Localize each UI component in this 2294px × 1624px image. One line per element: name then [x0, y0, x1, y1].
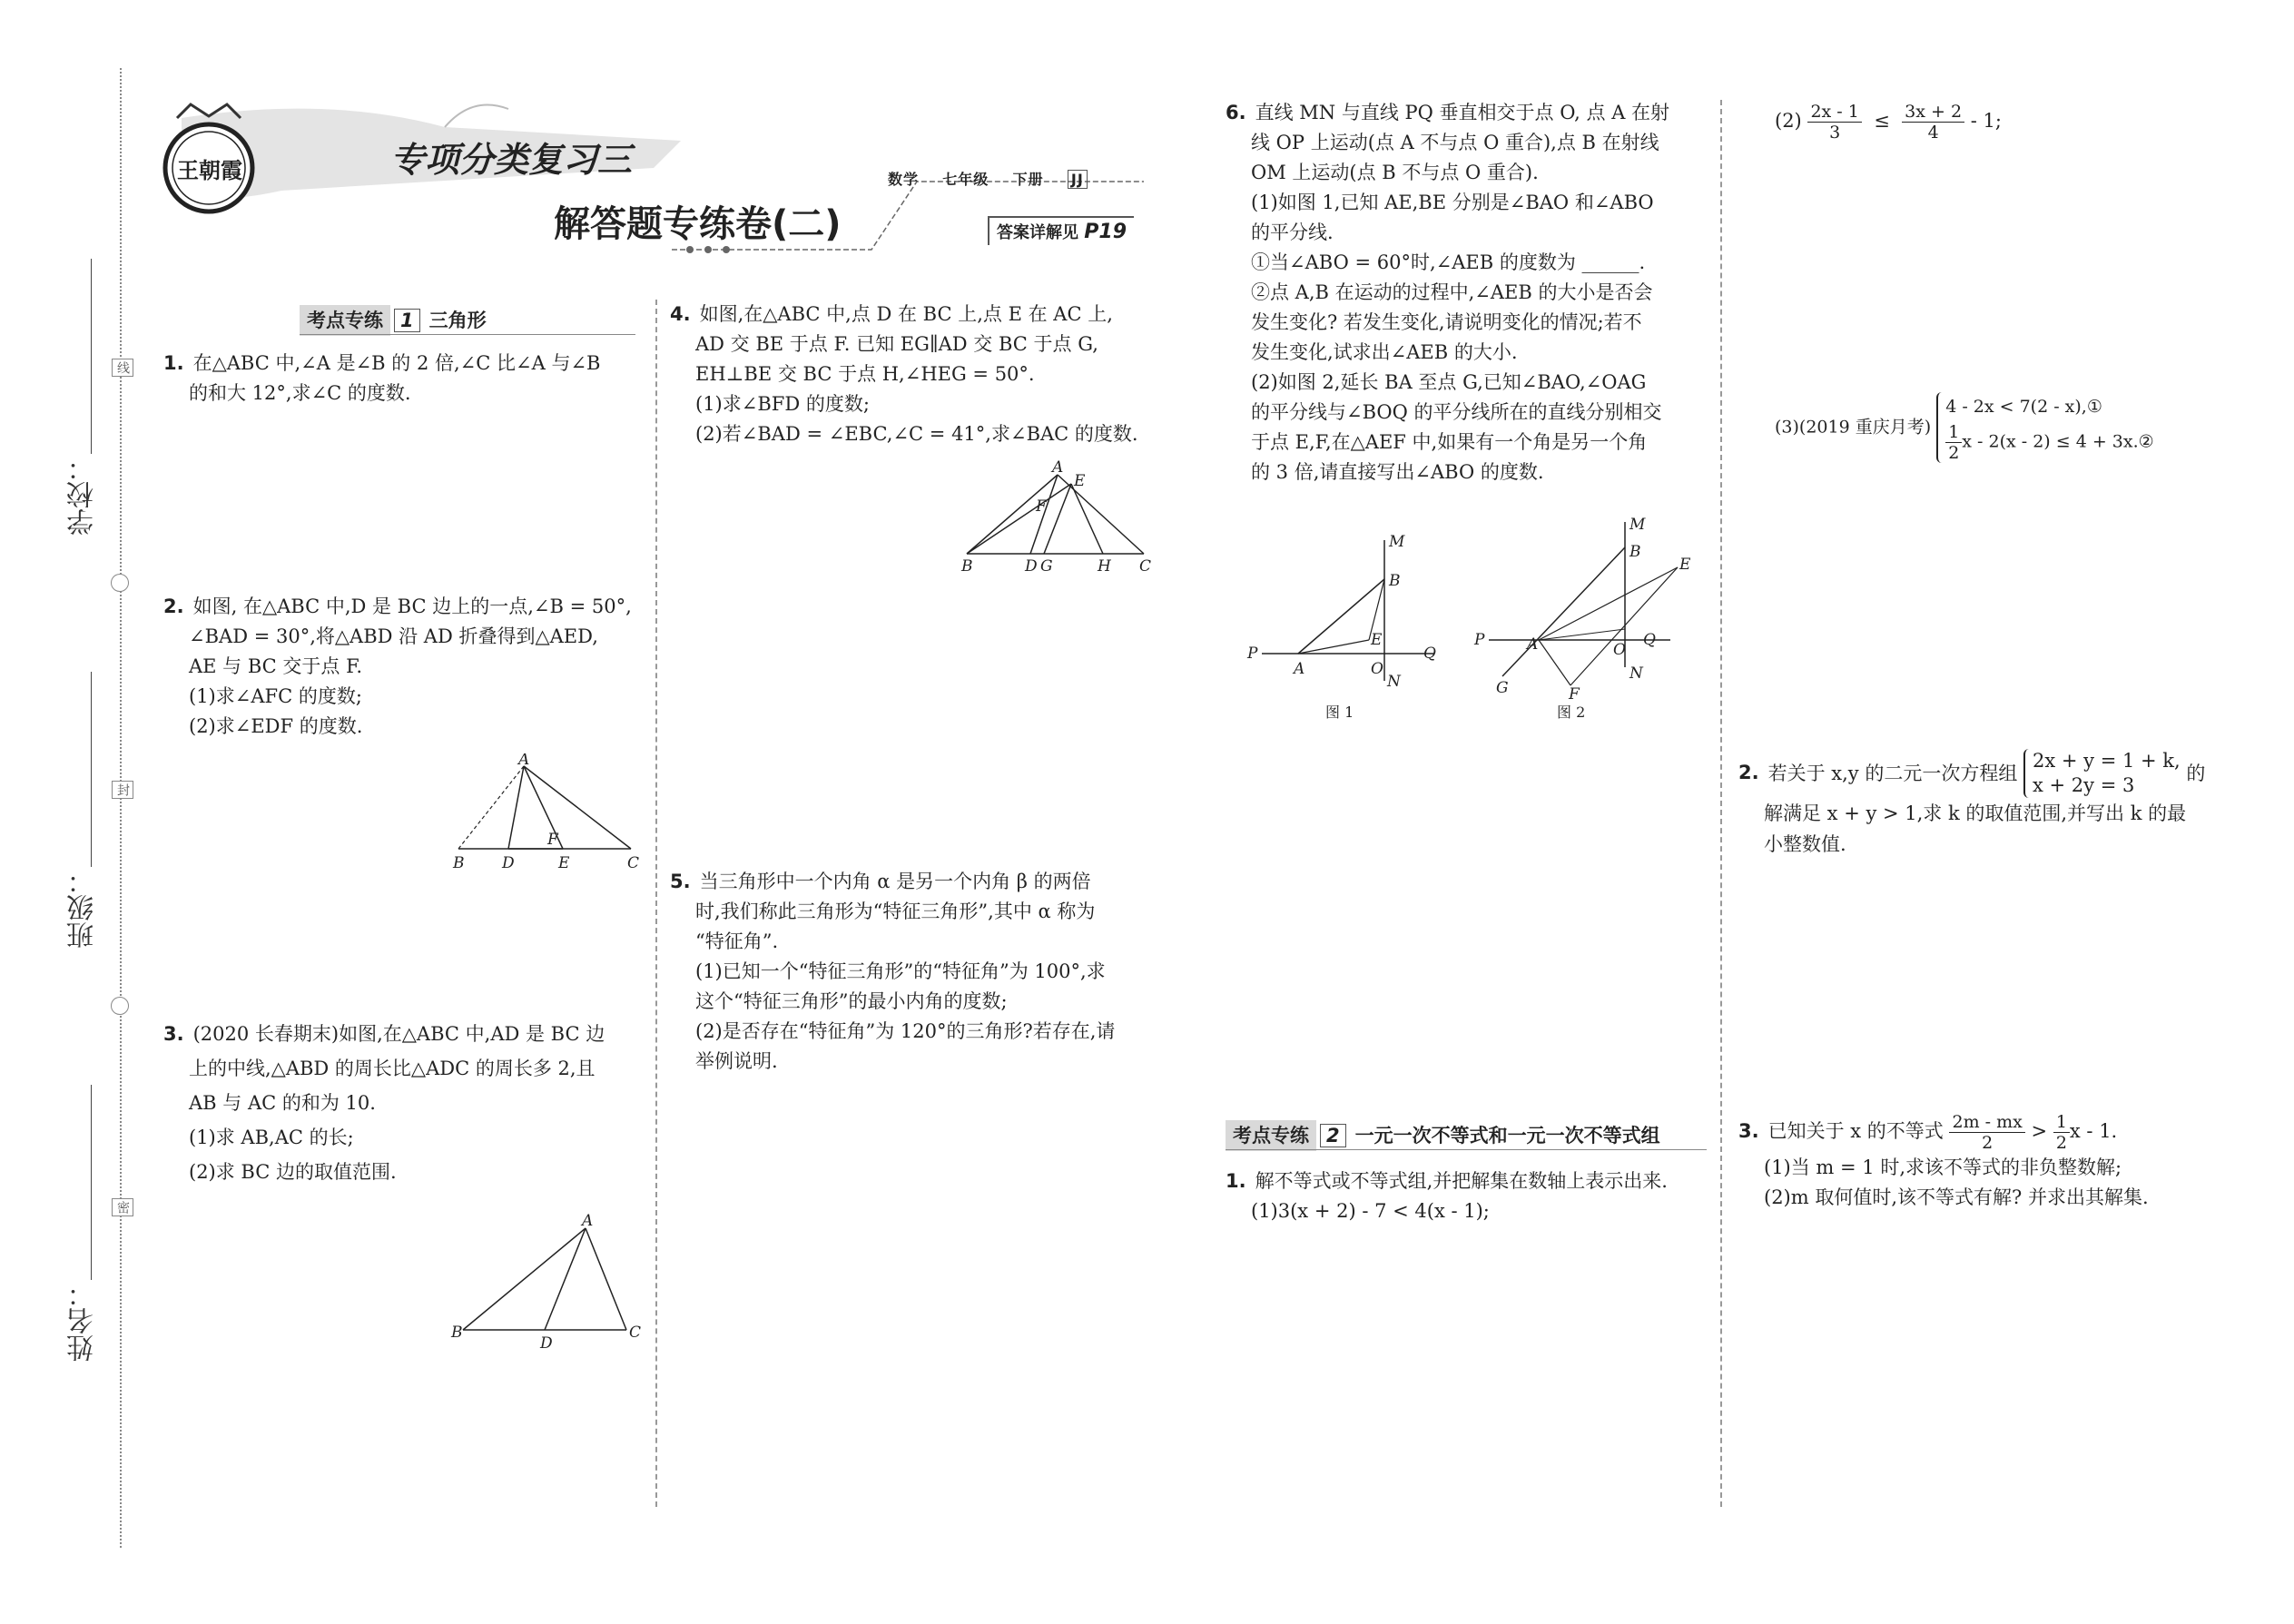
question-text: (1)3(x + 2) - 7 < 4(x - 1);	[1251, 1200, 1490, 1222]
question-text: 小整数值.	[1764, 833, 1846, 855]
question-text: ∠BAD = 30°,将△ABD 沿 AD 折叠得到△AED,	[189, 625, 598, 647]
school-field[interactable]	[91, 259, 92, 454]
relation: >	[2031, 1120, 2048, 1142]
question-number: 5.	[670, 871, 691, 892]
question-text: (1)求 AB,AC 的长;	[189, 1127, 354, 1148]
system-row-2: x + 2y = 3	[2033, 774, 2135, 796]
fig-label: B	[1629, 543, 1641, 561]
fraction-denominator: 2	[1982, 1133, 1994, 1153]
question-text: 上的中线,△ABD 的周长比△ADC 的周长多 2,且	[189, 1058, 596, 1079]
question-text: AD 交 BE 于点 F. 已知 EG∥AD 交 BC 于点 G,	[695, 333, 1098, 355]
question-number: 1.	[163, 352, 184, 374]
answer-ref-label: 答案详解见	[997, 223, 1078, 242]
meta-edition: JJ	[1068, 170, 1088, 189]
s2-question-3	[1738, 1112, 2247, 1213]
question-text: 线 OP 上运动(点 A 不与点 O 重合),点 B 在射线	[1251, 132, 1659, 153]
binding-hole	[111, 997, 129, 1015]
fig-label: E	[1679, 556, 1691, 574]
fig-label: A	[1527, 635, 1539, 654]
fraction-numerator: 2m - mx	[1949, 1112, 2024, 1133]
fig-label: F	[1569, 685, 1580, 704]
fraction-numerator: 1	[2053, 1112, 2070, 1133]
fraction-numerator: 1	[1945, 422, 1962, 443]
meta-grade: 七年级	[942, 171, 989, 188]
question-text: (1)求∠BFD 的度数;	[695, 393, 870, 415]
question-text: ②点 A,B 在运动的过程中,∠AEB 的大小是否会	[1251, 281, 1653, 303]
fig-label: C	[629, 1324, 642, 1342]
fig-label: H	[1098, 557, 1111, 576]
question-2	[163, 592, 645, 742]
question-text: 发生变化,试求出∠AEB 的大小.	[1251, 341, 1518, 363]
fig-label: D	[540, 1334, 553, 1353]
class-label: 班级：	[67, 867, 99, 949]
question-text: (2)m 取何值时,该不等式有解? 并求出其解集.	[1764, 1186, 2149, 1208]
fig-label: O	[1371, 660, 1383, 678]
question-text: 已知关于 x 的不等式	[1767, 1120, 1944, 1142]
fraction	[1902, 102, 1964, 143]
fig-label: A	[1294, 660, 1305, 678]
class-field[interactable]	[91, 672, 92, 867]
question-text: (1)求∠AFC 的度数;	[189, 685, 362, 707]
question-text: 于点 E,F,在△AEF 中,如果有一个角是另一个角	[1251, 431, 1648, 453]
binding-dotted-line	[120, 68, 122, 1548]
question-number: 2.	[163, 595, 184, 617]
question-text: 直线 MN 与直线 PQ 垂直相交于点 O, 点 A 在射	[1255, 102, 1670, 123]
fraction-numerator: 2x - 1	[1807, 102, 1861, 123]
question-text: 如图,在△ABC 中,点 D 在 BC 上,点 E 在 AC 上,	[699, 303, 1113, 325]
fraction	[1949, 1112, 2024, 1153]
fraction-denominator: 2	[2055, 1133, 2067, 1153]
question-text: 举例说明.	[695, 1050, 778, 1072]
fig-label: E	[558, 854, 570, 872]
fig-label: C	[1139, 557, 1152, 576]
question-text: 的和大 12°,求∠C 的度数.	[189, 382, 411, 404]
question-text: 的	[2186, 763, 2206, 784]
name-label: 姓名：	[67, 1280, 99, 1362]
figure-q2	[449, 753, 649, 881]
system-row-2-text: x - 2(x - 2) ≤ 4 + 3x.②	[1962, 431, 2154, 452]
question-text: (2)求∠EDF 的度数.	[189, 715, 363, 737]
fig-label: M	[1629, 516, 1646, 534]
fig-label: A	[582, 1212, 594, 1230]
question-5	[670, 867, 1160, 1077]
figure-6-1	[1244, 527, 1452, 726]
question-text: 当三角形中一个内角 α 是另一个内角 β 的两倍	[699, 871, 1091, 892]
fraction-numerator: 3x + 2	[1902, 102, 1964, 123]
system-row-1: 4 - 2x < 7(2 - x),①	[1945, 397, 2102, 417]
system-row-2	[1945, 422, 2154, 463]
section-underline	[1226, 1149, 1707, 1150]
question-text: 发生变化? 若发生变化,请说明变化的情况;若不	[1251, 311, 1642, 333]
figure-6-2	[1471, 513, 1707, 726]
meta-volume: 下册	[1012, 171, 1044, 188]
fraction	[1807, 102, 1861, 143]
fraction-denominator: 4	[1927, 123, 1939, 143]
fig-label: N	[1387, 673, 1401, 691]
fraction-denominator: 3	[1829, 123, 1841, 143]
fig-label: E	[1371, 631, 1383, 649]
question-text: (2)如图 2,延长 BA 至点 G,已知∠BAO,∠OAG	[1251, 371, 1647, 393]
question-text: (2)是否存在“特征角”为 120°的三角形?若存在,请	[695, 1020, 1116, 1042]
question-text: (2)求 BC 边的取值范围.	[189, 1161, 397, 1183]
question-number: 1.	[1226, 1170, 1246, 1192]
figure-caption: 图 2	[1557, 704, 1586, 721]
question-text: 时,我们称此三角形为“特征三角形”,其中 α 称为	[695, 901, 1096, 922]
question-text: AE 与 BC 交于点 F.	[189, 655, 363, 677]
question-text: x - 1.	[2069, 1120, 2118, 1142]
question-text: EH⊥BE 交 BC 于点 H,∠HEG = 50°.	[695, 363, 1035, 385]
name-field[interactable]	[91, 1085, 92, 1280]
question-text: AB 与 AC 的和为 10.	[189, 1092, 376, 1114]
fig-label: B	[451, 1324, 463, 1342]
section-title: 一元一次不等式和一元一次不等式组	[1354, 1125, 1660, 1147]
binding-hole	[111, 574, 129, 592]
section-tag: 考点专练	[300, 305, 390, 336]
fig-label: P	[1474, 631, 1485, 649]
question-number: 3.	[1738, 1120, 1759, 1142]
question-text: (1)如图 1,已知 AE,BE 分别是∠BAO 和∠ABO	[1251, 192, 1654, 213]
fig-label: D	[502, 854, 515, 872]
section-number: 1	[394, 309, 420, 332]
question-number: 4.	[670, 303, 691, 325]
question-text: 解满足 x + y > 1,求 k 的取值范围,并写出 k 的最	[1764, 802, 2187, 824]
series-title: 专项分类复习三	[390, 140, 633, 180]
question-text: 如图, 在△ABC 中,D 是 BC 边上的一点,∠B = 50°,	[192, 595, 632, 617]
seal-seal: 封	[112, 781, 133, 799]
question-text: 这个“特征三角形”的最小内角的度数;	[695, 990, 1008, 1012]
fig-label: Q	[1643, 631, 1656, 649]
fig-label: C	[627, 854, 640, 872]
fig-label: A	[518, 753, 530, 769]
fraction-denominator: 2	[1948, 443, 1960, 463]
question-text: (2020 长春期末)如图,在△ABC 中,AD 是 BC 边	[192, 1023, 605, 1045]
question-number: 6.	[1226, 102, 1246, 123]
question-text: 的平分线.	[1251, 221, 1334, 243]
fraction	[1945, 422, 1962, 463]
section-2-header	[1226, 1120, 1660, 1147]
question-text: “特征角”.	[695, 930, 779, 952]
fig-label: Q	[1423, 645, 1436, 663]
fig-label: P	[1247, 645, 1258, 663]
question-1	[163, 349, 645, 408]
question-text: ①当∠ABO = 60°时,∠AEB 的度数为 ______.	[1251, 251, 1646, 273]
seal-line: 线	[112, 359, 133, 377]
section-tag: 考点专练	[1226, 1120, 1316, 1151]
system-row-1: 2x + y = 1 + k,	[2033, 750, 2181, 772]
fig-label: G	[1040, 557, 1053, 576]
system-brace	[1936, 392, 2154, 463]
section-number: 2	[1320, 1124, 1346, 1147]
section-underline	[300, 334, 635, 335]
fig-label: B	[961, 557, 973, 576]
section-1-header	[300, 305, 487, 332]
seal-dense: 密	[112, 1198, 133, 1216]
part-prefix: (3)(2019 重庆月考)	[1775, 417, 1932, 438]
s2-question-2	[1738, 749, 2247, 860]
meta-subject: 数学	[888, 171, 920, 188]
figure-caption: 图 1	[1325, 704, 1354, 721]
question-text: (2)若∠BAD = ∠EBC,∠C = 41°,求∠BAC 的度数.	[695, 423, 1138, 445]
question-text: OM 上运动(点 B 不与点 O 重合).	[1251, 162, 1539, 183]
fig-label: F	[1036, 497, 1047, 516]
fig-label: O	[1613, 641, 1626, 659]
section-title: 三角形	[428, 310, 487, 331]
fig-label: M	[1389, 533, 1405, 551]
fig-label: B	[1389, 572, 1401, 590]
fig-label: F	[547, 831, 558, 849]
question-text: 解不等式或不等式组,并把解集在数轴上表示出来.	[1255, 1170, 1668, 1192]
question-text: (1)当 m = 1 时,求该不等式的非负整数解;	[1764, 1156, 2122, 1178]
question-3	[163, 1017, 645, 1189]
fig-label: A	[1052, 458, 1064, 477]
answer-ref	[988, 216, 1134, 245]
question-number: 3.	[163, 1023, 184, 1045]
question-text: 若关于 x,y 的二元一次方程组	[1767, 763, 2018, 784]
column-divider	[1720, 100, 1722, 1507]
column-divider	[655, 300, 657, 1507]
fig-label: B	[453, 854, 465, 872]
fig-label: G	[1496, 679, 1509, 697]
question-text: 的 3 倍,请直接写出∠ABO 的度数.	[1251, 461, 1544, 483]
logo-text: 王朝霞	[177, 157, 242, 183]
question-4	[670, 300, 1160, 449]
school-label: 学校：	[67, 454, 99, 536]
question-number: 2.	[1738, 761, 1759, 783]
meta-row	[888, 168, 1088, 189]
figure-q4	[958, 458, 1157, 576]
question-text: 在△ABC 中,∠A 是∠B 的 2 倍,∠C 比∠A 与∠B	[192, 352, 601, 374]
question-text: (1)已知一个“特征三角形”的“特征角”为 100°,求	[695, 960, 1106, 982]
fraction	[2053, 1112, 2070, 1153]
fig-label: N	[1629, 664, 1643, 683]
main-title: 解答题专练卷(二)	[554, 203, 842, 245]
part-prefix: (2)	[1775, 110, 1802, 132]
answer-page: P19	[1084, 221, 1127, 243]
s2-question-1	[1226, 1166, 1716, 1226]
figure-q3	[449, 1212, 649, 1357]
s2-question-1-part3	[1775, 392, 2256, 463]
fig-label: D	[1025, 557, 1038, 576]
system-brace	[2023, 749, 2181, 798]
question-6	[1226, 98, 1716, 487]
relation: ≤	[1874, 110, 1890, 132]
fig-label: E	[1074, 472, 1086, 490]
tail-text: - 1;	[1970, 110, 2002, 132]
s2-question-1-part2	[1775, 102, 2247, 143]
question-text: 的平分线与∠BOQ 的平分线所在的直线分别相交	[1251, 401, 1662, 423]
